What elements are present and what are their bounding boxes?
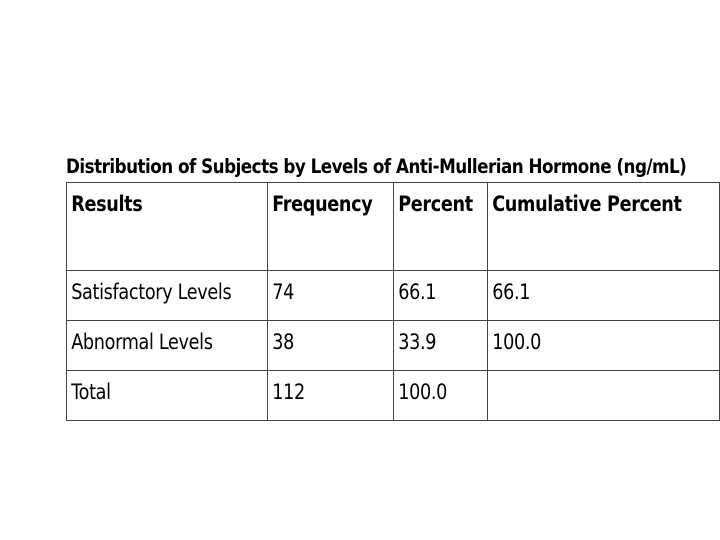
cell-result-text: Total <box>71 380 111 404</box>
header-frequency-label: Frequency <box>272 192 373 216</box>
cell-percent-text: 100.0 <box>397 380 447 404</box>
cell-frequency <box>268 271 393 321</box>
cell-percent <box>393 371 488 421</box>
cell-result <box>67 271 268 321</box>
cell-cumulative-percent-text: 100.0 <box>492 330 542 354</box>
cell-frequency-text: 38 <box>272 330 295 354</box>
cell-result <box>67 371 268 421</box>
cell-frequency <box>268 371 393 421</box>
header-results-label: Results <box>71 192 143 216</box>
cell-cumulative-percent-text <box>488 371 682 377</box>
table-row <box>67 271 720 321</box>
header-percent <box>393 183 488 271</box>
header-cumulative-percent <box>488 183 720 271</box>
table-row <box>67 321 720 371</box>
cell-frequency-text: 74 <box>272 280 295 304</box>
cell-cumulative-percent-text: 66.1 <box>492 280 531 304</box>
table-title: Distribution of Subjects by Levels of Anti-Mullerian Hormone (ng/mL) <box>66 155 687 178</box>
cell-result <box>67 321 268 371</box>
cell-percent-text: 33.9 <box>397 330 436 354</box>
header-results <box>67 183 268 271</box>
header-percent-label: Percent <box>397 192 473 216</box>
cell-percent <box>393 271 488 321</box>
table-row <box>67 371 720 421</box>
cell-percent <box>393 321 488 371</box>
cell-cumulative-percent <box>488 321 720 371</box>
cell-frequency-text: 112 <box>272 380 306 404</box>
cell-cumulative-percent <box>488 371 720 421</box>
cell-frequency <box>268 321 393 371</box>
cell-result-text: Abnormal Levels <box>71 330 213 354</box>
distribution-table <box>66 182 720 421</box>
table-header-row <box>67 183 720 271</box>
cell-cumulative-percent <box>488 271 720 321</box>
cell-result-text: Satisfactory Levels <box>71 280 232 304</box>
header-frequency <box>268 183 393 271</box>
header-cumulative-percent-label: Cumulative Percent <box>492 192 683 216</box>
cell-percent-text: 66.1 <box>397 280 436 304</box>
